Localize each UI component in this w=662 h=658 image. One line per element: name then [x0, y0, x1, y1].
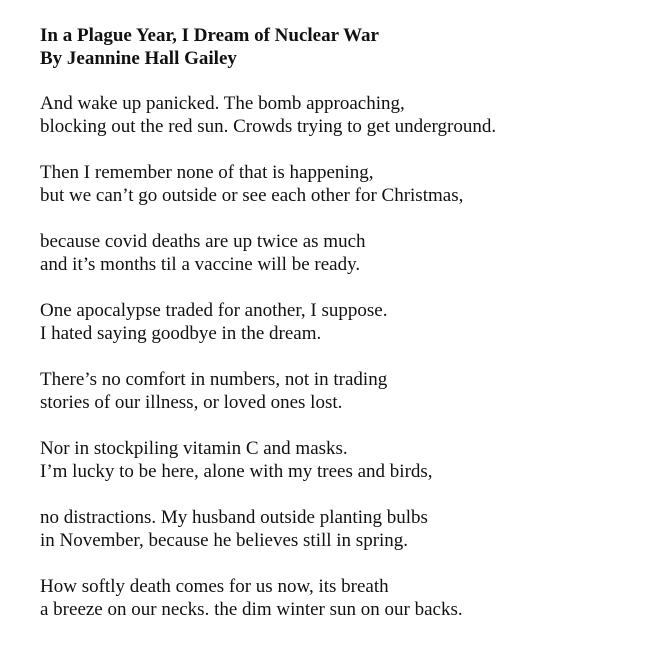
stanza: [40, 506, 496, 552]
poem-line: One apocalypse traded for another, I suppose.: [40, 300, 388, 321]
poem-line: I’m lucky to be here, alone with my trees and birds,: [40, 461, 433, 482]
poem-line: no distractions. My husband outside planting bulbs: [40, 507, 428, 528]
poem-line: How softly death comes for us now, its breath: [40, 576, 389, 597]
stanza: [40, 437, 496, 483]
poem-line: Then I remember none of that is happening,: [40, 162, 374, 183]
poem-body: [40, 92, 496, 644]
poem-line: I hated saying goodbye in the dream.: [40, 323, 322, 344]
stanza: [40, 368, 496, 414]
poem-line: There’s no comfort in numbers, not in trading: [40, 369, 388, 390]
poem-header: [40, 24, 379, 70]
poem-line: Nor in stockpiling vitamin C and masks.: [40, 438, 348, 459]
poem-line: stories of our illness, or loved ones lost.: [40, 392, 343, 413]
poem-line: because covid deaths are up twice as much: [40, 231, 366, 252]
poem-byline: By Jeannine Hall Gailey: [40, 48, 237, 69]
poem-line: a breeze on our necks. the dim winter sun on our backs.: [40, 599, 463, 620]
poem-line: but we can’t go outside or see each other for Christmas,: [40, 185, 464, 206]
stanza: [40, 161, 496, 207]
poem-line: and it’s months til a vaccine will be ready.: [40, 254, 361, 275]
poem-line: blocking out the red sun. Crowds trying to get underground.: [40, 116, 497, 137]
stanza: [40, 299, 496, 345]
stanza: [40, 230, 496, 276]
poem-line: in November, because he believes still in spring.: [40, 530, 409, 551]
poem-line: And wake up panicked. The bomb approaching,: [40, 93, 405, 114]
poem-title: In a Plague Year, I Dream of Nuclear War: [40, 25, 379, 46]
stanza: [40, 92, 496, 138]
stanza: [40, 575, 496, 621]
